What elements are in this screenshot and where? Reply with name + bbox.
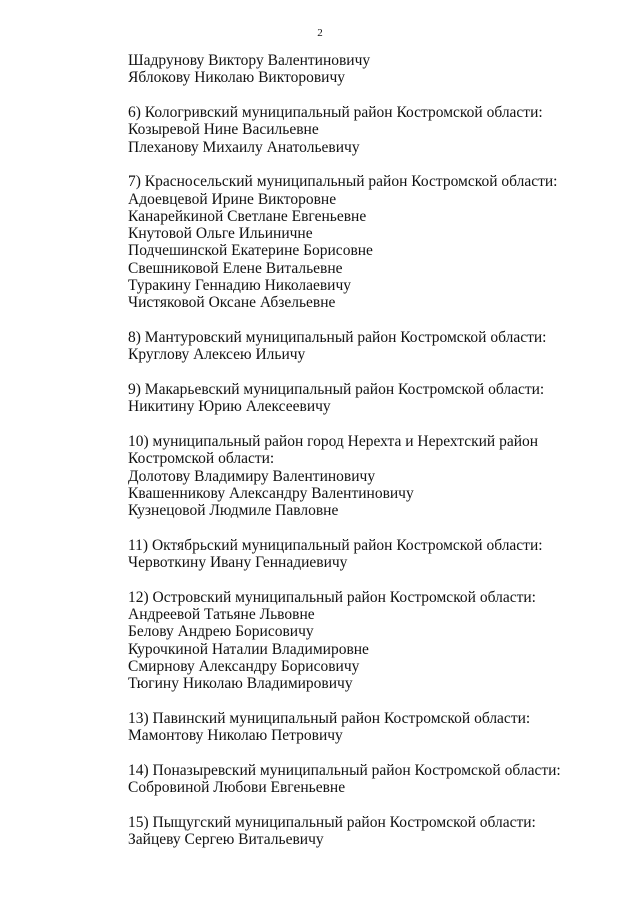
district-heading: 6) Кологривский муниципальный район Костромской области: — [128, 103, 543, 121]
district-heading: 14) Поназыревский муниципальный район Костромской области: — [128, 762, 561, 780]
person-name: Кузнецовой Людмиле Павловне — [128, 502, 339, 520]
district-heading: 11) Октябрьский муниципальный район Костромской области: — [128, 536, 543, 554]
person-name: Андреевой Татьяне Львовне — [128, 606, 315, 624]
person-name: Курочкиной Наталии Владимировне — [128, 640, 369, 658]
section-spacer — [128, 156, 598, 173]
person-name: Канарейкиной Светлане Евгеньевне — [128, 207, 367, 225]
section-spacer — [128, 797, 598, 814]
district-heading: 12) Островский муниципальный район Костромской области: — [128, 588, 536, 606]
person-name: Шадрунову Виктору Валентиновичу — [128, 52, 371, 69]
section-spacer — [128, 87, 598, 104]
section-spacer — [128, 519, 598, 536]
person-name: Квашенникову Александру Валентиновичу — [128, 484, 414, 502]
section-spacer — [128, 364, 598, 381]
person-name: Смирнову Александру Борисовичу — [128, 658, 360, 676]
district-heading: 9) Макарьевский муниципальный район Костромской области: — [128, 381, 545, 399]
district-heading: Костромской области: — [128, 450, 275, 468]
person-name: Подчешинской Екатерине Борисовне — [128, 242, 373, 260]
person-name: Собровиной Любови Евгеньевне — [128, 779, 346, 797]
person-name: Тюгину Николаю Владимировичу — [128, 675, 353, 693]
district-section — [128, 433, 598, 519]
district-section — [128, 329, 598, 364]
district-section — [128, 173, 598, 311]
person-name: Козыревой Нине Васильевне — [128, 121, 319, 139]
section-spacer — [128, 745, 598, 762]
person-name: Мамонтову Николаю Петровичу — [128, 727, 343, 745]
person-name: Зайцеву Сергею Витальевичу — [128, 831, 324, 849]
person-name: Никитину Юрию Алексеевичу — [128, 398, 331, 416]
person-name: Чистяковой Оксане Абзельевне — [128, 294, 336, 312]
district-heading: 13) Павинский муниципальный район Костромской области: — [128, 710, 531, 728]
section-spacer — [128, 571, 598, 588]
district-section — [128, 537, 598, 572]
district-heading: 7) Красносельский муниципальный район Костромской области: — [128, 173, 558, 191]
person-name: Долотову Владимиру Валентиновичу — [128, 467, 376, 485]
intro-name-list — [128, 52, 598, 87]
person-name: Белову Андрею Борисовичу — [128, 623, 314, 641]
district-section — [128, 381, 598, 416]
district-heading: 8) Мантуровский муниципальный район Костромской области: — [128, 329, 547, 347]
person-name: Кнутовой Ольге Ильиничне — [128, 225, 313, 243]
document-body — [128, 52, 598, 849]
person-name: Круглову Алексею Ильичу — [128, 346, 306, 364]
person-name: Свешниковой Елене Витальевне — [128, 259, 343, 277]
district-sections — [128, 87, 598, 849]
person-name: Туракину Геннадию Николаевичу — [128, 277, 352, 295]
page-number: 2 — [317, 27, 323, 39]
person-name: Яблокову Николаю Викторовичу — [128, 69, 346, 87]
person-name: Адоевцевой Ирине Викторовне — [128, 190, 337, 208]
district-section — [128, 589, 598, 693]
district-section — [128, 710, 598, 745]
person-name: Червоткину Ивану Геннадиевичу — [128, 554, 348, 572]
person-name: Плеханову Михаилу Анатольевичу — [128, 138, 360, 156]
district-section — [128, 814, 598, 849]
district-section — [128, 104, 598, 156]
section-spacer — [128, 312, 598, 329]
section-spacer — [128, 416, 598, 433]
section-spacer — [128, 693, 598, 710]
district-section — [128, 762, 598, 797]
district-heading: 15) Пыщугский муниципальный район Костромской области: — [128, 814, 536, 831]
district-heading: 10) муниципальный район город Нерехта и Нерехтский район — [128, 433, 539, 450]
